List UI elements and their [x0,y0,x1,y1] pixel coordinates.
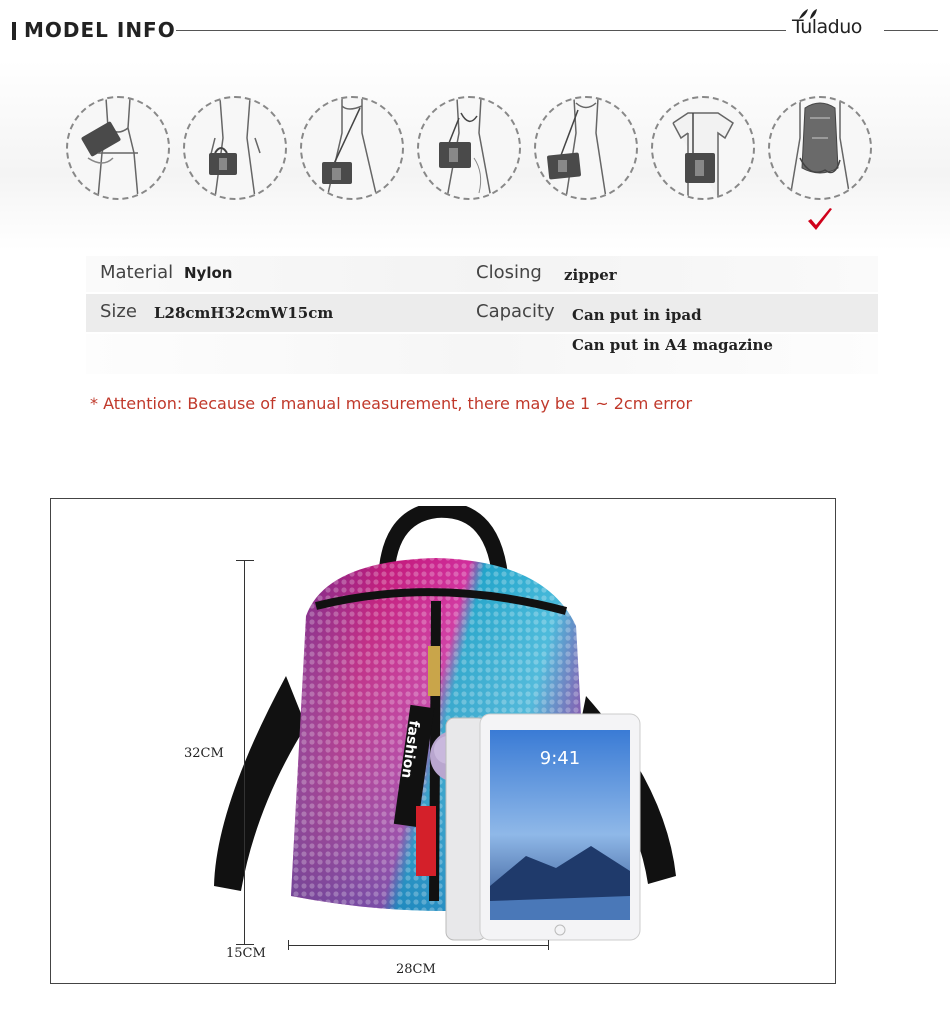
spec-row-material [86,256,878,292]
model-figure-icon [419,98,519,198]
height-dimension-cap [236,560,254,561]
capacity-value-1: Can put in ipad [572,306,702,324]
model-hand-carry[interactable] [183,96,287,200]
model-backpack-selected[interactable] [768,96,872,200]
model-crossbody-back[interactable] [651,96,755,200]
closing-value: zipper [564,266,617,284]
material-label: Material [100,262,174,283]
checkmark-icon [806,206,834,232]
brand-name: Tuladuo [792,16,862,38]
header [0,0,950,60]
spec-row-size [86,294,878,332]
header-accent-bar [12,22,16,40]
model-crossbody-front[interactable] [417,96,521,200]
capacity-value-2: Can put in A4 magazine [572,336,773,354]
length-dimension-line [288,945,548,946]
size-value: L28cmH32cmW15cm [154,304,334,322]
height-dimension-line [244,560,245,944]
height-dimension-label: 32CM [184,746,224,761]
model-clutch-hand[interactable] [66,96,170,200]
brand-logo [790,10,882,44]
capacity-label: Capacity [476,301,555,322]
product-image [196,506,696,946]
tablet-time: 9:41 [539,748,581,769]
size-label: Size [100,301,137,322]
section-title: MODEL INFO [24,18,176,42]
header-divider-right [884,30,938,31]
material-value: Nylon [184,264,233,282]
closing-label: Closing [476,262,542,283]
length-dimension-label: 28CM [396,962,436,977]
model-shoulder-side[interactable] [534,96,638,200]
model-figure-icon [653,98,753,198]
attention-note: * Attention: Because of manual measurement, there may be 1 ~ 2cm error [90,394,693,413]
header-divider [176,30,786,31]
model-figure-icon [770,98,870,198]
length-dimension-cap [288,940,289,950]
width-dimension-label: 15CM [226,946,266,961]
length-dimension-cap [548,940,549,950]
model-figure-icon [536,98,636,198]
model-figure-icon [185,98,285,198]
model-shoulder-strap[interactable] [300,96,404,200]
model-figure-icon [302,98,402,198]
model-figure-icon [68,98,168,198]
spec-row-capacity-extra [86,334,878,374]
height-dimension-cap [236,944,254,945]
spec-table [86,256,878,374]
product-tag-text: fashion [397,719,422,780]
